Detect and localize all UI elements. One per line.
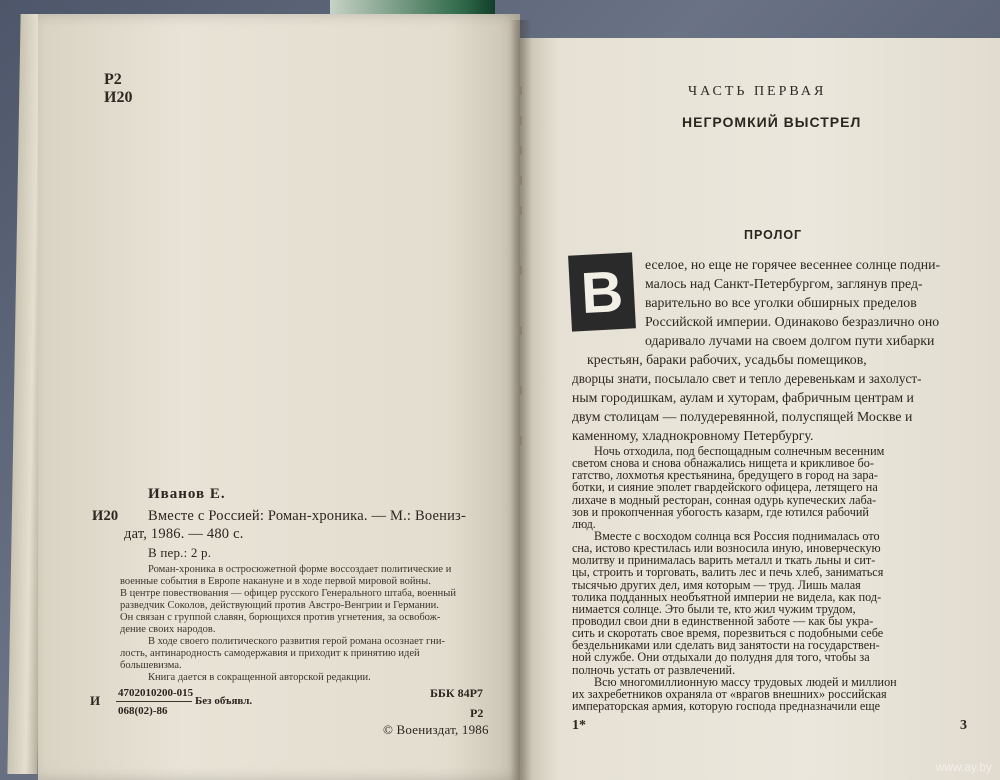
- body-line: ной службе. Они отдыхали до полудня для того, чтобы за: [572, 650, 870, 665]
- bbk-code: ББК 84Р7: [430, 686, 483, 700]
- body-line: ным городишкам, аулам и хуторам, фабричным центрам и: [572, 390, 914, 405]
- isbn-fraction-rule: [116, 701, 192, 702]
- binding-stitch: [519, 386, 522, 395]
- body-line: их захребетников охраняла от «врагов внешних» российская: [572, 686, 887, 701]
- annotation-line: Он связан с группой славян, борющихся против угнетения, за освобож-: [120, 612, 441, 623]
- annotation-line: Роман-хроника в остросюжетной форме воссоздает политические и: [148, 564, 452, 575]
- binding-stitch: [519, 176, 522, 185]
- body-line: проводил свои дни в единственной заботе — как бы укра-: [572, 614, 874, 628]
- watermark: www.ay.by: [935, 760, 992, 774]
- bib-code: И20: [92, 508, 119, 524]
- body-line: молитву и принималась варить металл и ткать льны и сит-: [572, 553, 876, 568]
- page-number: 3: [960, 718, 967, 733]
- price: В пер.: 2 р.: [148, 545, 212, 560]
- annotation-line: военные события в Европе накануне и в ходе первой мировой войны.: [120, 576, 431, 587]
- binding-stitch: [519, 206, 522, 215]
- body-line: Всю многомиллионную массу трудовых людей и миллион: [594, 674, 897, 689]
- body-line: лихаче в модный ресторан, сонная одурь купеческих лаба-: [572, 492, 877, 507]
- bib-line-2: дат, 1986. — 480 с.: [124, 526, 244, 542]
- author-name: Иванов Е.: [148, 486, 226, 502]
- isbn-note: Без объявл.: [195, 695, 253, 707]
- body-line: одаривало лучами на своем долгом пути хибарки: [645, 333, 935, 348]
- annotation-line: большевизма.: [120, 660, 182, 671]
- bib-line-1: Вместе с Россией: Роман-хроника. — М.: Воениз-: [148, 508, 466, 524]
- book-gutter: [510, 20, 532, 780]
- left-page: [38, 14, 520, 780]
- body-line: ботки, и сияние эполет гвардейского офицера, летящего на: [572, 480, 878, 495]
- body-line: сить и скоротать свое время, порезвиться с подобными себе: [572, 626, 884, 641]
- signature-mark: 1*: [572, 718, 586, 733]
- copyright: © Воениздат, 1986: [383, 722, 489, 737]
- body-line: Российской империи. Одинаково безразлично оно: [645, 314, 940, 329]
- body-line: гатство, лохмотья крестьянина, бредущего в город на зара-: [572, 468, 878, 483]
- binding-stitch: [519, 436, 522, 445]
- body-line: тысячью других дел, имя которым — труд. Лишь малая: [572, 577, 861, 592]
- body-line: Вместе с восходом солнца вся Россия поднималась ото: [594, 529, 880, 543]
- body-line: дворцы знати, посылало свет и тепло деревенькам и захолуст-: [572, 371, 922, 386]
- body-line: бездельниками или сделать вид занятости на государствен-: [572, 638, 880, 653]
- body-line: сна, истово крестилась или возносила иную, иноверческую: [572, 541, 881, 556]
- part-heading: ЧАСТЬ ПЕРВАЯ: [688, 84, 827, 99]
- library-code-2: И20: [104, 89, 133, 106]
- annotation-line: дение своих народов.: [120, 624, 216, 635]
- library-code-1: Р2: [104, 71, 122, 88]
- body-line: полночь устать от развлечений.: [572, 662, 736, 677]
- annotation-line: В ходе своего политического развития герой романа осознает гни-: [148, 636, 446, 647]
- body-line: каменному, хладнокровному Петербургу.: [572, 428, 814, 443]
- body-line: варительно во все уголки обширных пределов: [645, 295, 917, 310]
- body-line: Ночь отходила, под беспощадным солнечным весенним: [594, 444, 885, 458]
- body-line: люд.: [572, 516, 596, 531]
- isbn-bottom: 068(02)-86: [118, 705, 168, 717]
- section-title: ПРОЛОГ: [744, 228, 803, 242]
- body-line: зов и прокопченная убогость казарм, где ютился рабочий: [572, 504, 869, 519]
- binding-stitch: [519, 146, 522, 155]
- annotation-line: Книга дается в сокращенной авторской редакции.: [148, 672, 371, 683]
- annotation-line: В центре повествования — офицер русского Генерального штаба, военный: [120, 588, 456, 599]
- body-line: еселое, но еще не горячее весеннее солнце подни-: [645, 257, 941, 272]
- isbn-top: 4702010200-015: [118, 687, 194, 699]
- annotation-line: разведчик Соколов, действующий против Австро-Венгрии и Германии.: [120, 600, 439, 611]
- body-line: крестьян, бараки рабочих, усадьбы помещиков,: [587, 352, 867, 367]
- body-line: светом снова и снова обнажались нищета и крикливое бо-: [572, 456, 874, 471]
- body-line: двум столицам — полудеревянной, полуспящей Москве и: [572, 409, 913, 424]
- binding-stitch: [519, 266, 522, 275]
- body-line: малось над Санкт-Петербургом, заглянув пред-: [645, 276, 923, 291]
- drop-cap: В: [568, 252, 636, 331]
- body-line: толика подданных необъятной империи не видела, как под-: [572, 589, 882, 604]
- binding-stitch: [519, 326, 522, 335]
- body-line: цы, строить и торговать, валить лес и печь хлеб, заниматься: [572, 565, 884, 580]
- body-line: нимается солнце. Это были те, кто жил чужим трудом,: [572, 601, 856, 616]
- annotation-line: лость, антинародность самодержавия и приходит к принятию идей: [120, 648, 420, 659]
- bbk-subcode: Р2: [470, 706, 484, 720]
- body-line: императорская армия, которую господа предназначили еще: [572, 699, 881, 713]
- chapter-title: НЕГРОМКИЙ ВЫСТРЕЛ: [682, 114, 862, 130]
- binding-stitch: [519, 86, 522, 95]
- isbn-letter: И: [90, 693, 101, 708]
- binding-stitch: [519, 116, 522, 125]
